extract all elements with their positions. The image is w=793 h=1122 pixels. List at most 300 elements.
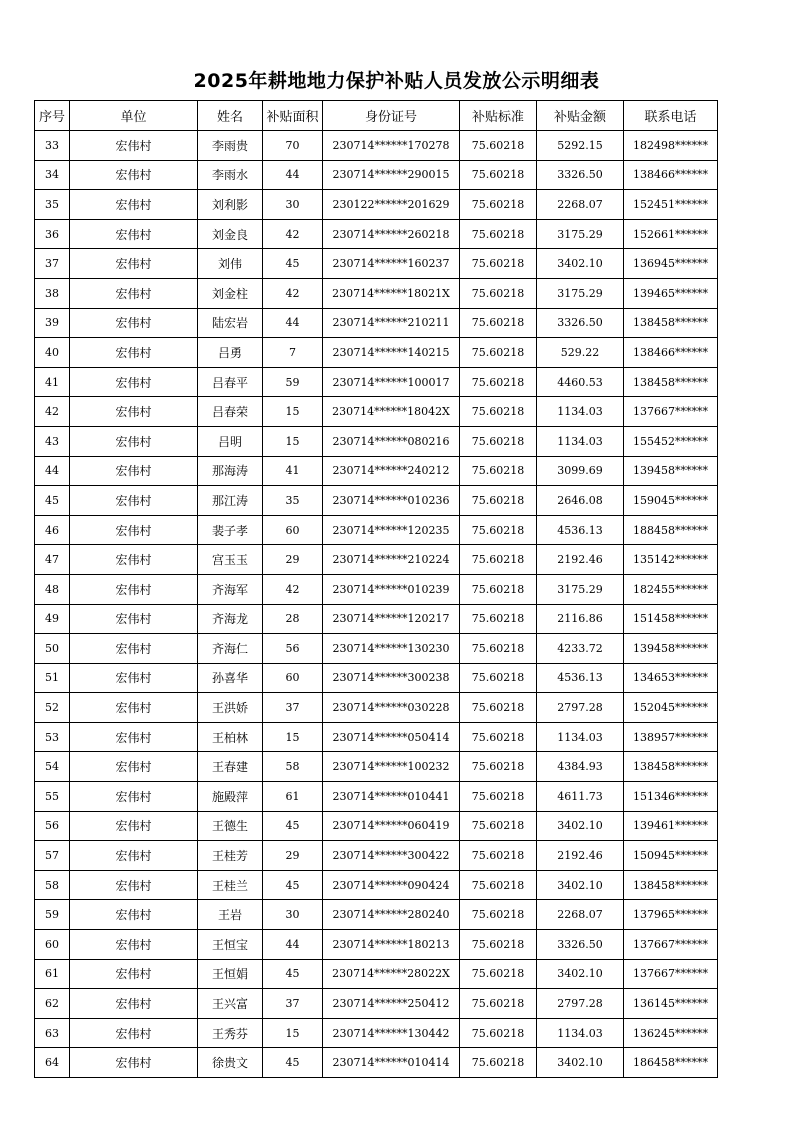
unit-cell: 宏伟村 <box>70 545 198 575</box>
seq-cell: 38 <box>35 278 70 308</box>
seq-cell: 35 <box>35 190 70 220</box>
unit-cell: 宏伟村 <box>70 278 198 308</box>
seq-cell: 42 <box>35 397 70 427</box>
area-cell: 60 <box>263 663 323 693</box>
amount-cell: 4233.72 <box>537 634 624 664</box>
amount-cell: 3402.10 <box>537 811 624 841</box>
table-row <box>35 278 718 308</box>
table-row <box>35 782 718 812</box>
unit-cell: 宏伟村 <box>70 752 198 782</box>
id-number-cell: 230714******120235 <box>323 515 460 545</box>
area-cell: 56 <box>263 634 323 664</box>
amount-cell: 529.22 <box>537 338 624 368</box>
name-cell: 王恒娟 <box>198 959 263 989</box>
area-cell: 41 <box>263 456 323 486</box>
id-number-cell: 230714******210224 <box>323 545 460 575</box>
table-row <box>35 604 718 634</box>
phone-cell: 151346****** <box>624 782 718 812</box>
phone-cell: 134653****** <box>624 663 718 693</box>
id-number-cell: 230714******28022X <box>323 959 460 989</box>
seq-cell: 47 <box>35 545 70 575</box>
table-row <box>35 811 718 841</box>
unit-cell: 宏伟村 <box>70 486 198 516</box>
amount-cell: 3326.50 <box>537 930 624 960</box>
standard-cell: 75.60218 <box>460 367 537 397</box>
phone-cell: 136945****** <box>624 249 718 279</box>
area-cell: 45 <box>263 1048 323 1078</box>
name-cell: 徐贵文 <box>198 1048 263 1078</box>
name-cell: 王洪娇 <box>198 693 263 723</box>
amount-cell: 2268.07 <box>537 900 624 930</box>
amount-cell: 2192.46 <box>537 545 624 575</box>
amount-cell: 4460.53 <box>537 367 624 397</box>
table-row <box>35 1048 718 1078</box>
unit-cell: 宏伟村 <box>70 515 198 545</box>
area-cell: 61 <box>263 782 323 812</box>
amount-cell: 3402.10 <box>537 870 624 900</box>
name-cell: 吕勇 <box>198 338 263 368</box>
amount-cell: 2268.07 <box>537 190 624 220</box>
seq-cell: 51 <box>35 663 70 693</box>
phone-cell: 138458****** <box>624 752 718 782</box>
table-row <box>35 693 718 723</box>
standard-cell: 75.60218 <box>460 930 537 960</box>
amount-cell: 3402.10 <box>537 249 624 279</box>
id-number-cell: 230714******290015 <box>323 160 460 190</box>
amount-cell: 2116.86 <box>537 604 624 634</box>
name-cell: 李雨贵 <box>198 131 263 161</box>
seq-cell: 39 <box>35 308 70 338</box>
seq-cell: 61 <box>35 959 70 989</box>
amount-cell: 2192.46 <box>537 841 624 871</box>
phone-cell: 137667****** <box>624 959 718 989</box>
seq-cell: 33 <box>35 131 70 161</box>
id-number-cell: 230714******130442 <box>323 1018 460 1048</box>
id-number-cell: 230714******260218 <box>323 219 460 249</box>
phone-cell: 188458****** <box>624 515 718 545</box>
standard-cell: 75.60218 <box>460 219 537 249</box>
amount-cell: 3099.69 <box>537 456 624 486</box>
id-number-cell: 230714******080216 <box>323 426 460 456</box>
area-cell: 30 <box>263 900 323 930</box>
standard-cell: 75.60218 <box>460 486 537 516</box>
standard-cell: 75.60218 <box>460 278 537 308</box>
phone-cell: 152451****** <box>624 190 718 220</box>
standard-cell: 75.60218 <box>460 160 537 190</box>
seq-cell: 34 <box>35 160 70 190</box>
amount-cell: 3326.50 <box>537 160 624 190</box>
header-standard: 补贴标准 <box>460 101 537 131</box>
name-cell: 齐海军 <box>198 574 263 604</box>
phone-cell: 152661****** <box>624 219 718 249</box>
area-cell: 44 <box>263 930 323 960</box>
phone-cell: 138957****** <box>624 722 718 752</box>
header-unit: 单位 <box>70 101 198 131</box>
name-cell: 王恒宝 <box>198 930 263 960</box>
seq-cell: 50 <box>35 634 70 664</box>
standard-cell: 75.60218 <box>460 989 537 1019</box>
id-number-cell: 230714******250412 <box>323 989 460 1019</box>
phone-cell: 150945****** <box>624 841 718 871</box>
table-row <box>35 900 718 930</box>
name-cell: 那江涛 <box>198 486 263 516</box>
unit-cell: 宏伟村 <box>70 338 198 368</box>
phone-cell: 137667****** <box>624 930 718 960</box>
table-row <box>35 989 718 1019</box>
table-row <box>35 545 718 575</box>
phone-cell: 139461****** <box>624 811 718 841</box>
table-row <box>35 190 718 220</box>
phone-cell: 137965****** <box>624 900 718 930</box>
amount-cell: 3402.10 <box>537 959 624 989</box>
id-number-cell: 230714******280240 <box>323 900 460 930</box>
phone-cell: 136245****** <box>624 1018 718 1048</box>
name-cell: 刘利影 <box>198 190 263 220</box>
phone-cell: 155452****** <box>624 426 718 456</box>
name-cell: 吕明 <box>198 426 263 456</box>
unit-cell: 宏伟村 <box>70 870 198 900</box>
seq-cell: 41 <box>35 367 70 397</box>
seq-cell: 59 <box>35 900 70 930</box>
phone-cell: 152045****** <box>624 693 718 723</box>
standard-cell: 75.60218 <box>460 722 537 752</box>
standard-cell: 75.60218 <box>460 338 537 368</box>
id-number-cell: 230714******100017 <box>323 367 460 397</box>
standard-cell: 75.60218 <box>460 634 537 664</box>
standard-cell: 75.60218 <box>460 1018 537 1048</box>
id-number-cell: 230714******090424 <box>323 870 460 900</box>
standard-cell: 75.60218 <box>460 249 537 279</box>
unit-cell: 宏伟村 <box>70 959 198 989</box>
unit-cell: 宏伟村 <box>70 131 198 161</box>
unit-cell: 宏伟村 <box>70 663 198 693</box>
header-amount: 补贴金额 <box>537 101 624 131</box>
id-number-cell: 230714******18042X <box>323 397 460 427</box>
unit-cell: 宏伟村 <box>70 426 198 456</box>
seq-cell: 46 <box>35 515 70 545</box>
seq-cell: 55 <box>35 782 70 812</box>
area-cell: 44 <box>263 160 323 190</box>
id-number-cell: 230714******120217 <box>323 604 460 634</box>
seq-cell: 58 <box>35 870 70 900</box>
phone-cell: 138466****** <box>624 338 718 368</box>
amount-cell: 1134.03 <box>537 1018 624 1048</box>
amount-cell: 2797.28 <box>537 989 624 1019</box>
phone-cell: 138458****** <box>624 870 718 900</box>
name-cell: 王柏林 <box>198 722 263 752</box>
standard-cell: 75.60218 <box>460 515 537 545</box>
amount-cell: 1134.03 <box>537 397 624 427</box>
id-number-cell: 230714******050414 <box>323 722 460 752</box>
area-cell: 59 <box>263 367 323 397</box>
id-number-cell: 230714******130230 <box>323 634 460 664</box>
area-cell: 29 <box>263 545 323 575</box>
amount-cell: 4536.13 <box>537 663 624 693</box>
amount-cell: 3326.50 <box>537 308 624 338</box>
area-cell: 45 <box>263 959 323 989</box>
table-row <box>35 397 718 427</box>
area-cell: 7 <box>263 338 323 368</box>
unit-cell: 宏伟村 <box>70 722 198 752</box>
unit-cell: 宏伟村 <box>70 900 198 930</box>
standard-cell: 75.60218 <box>460 456 537 486</box>
area-cell: 70 <box>263 131 323 161</box>
unit-cell: 宏伟村 <box>70 989 198 1019</box>
table-row <box>35 752 718 782</box>
table-row <box>35 338 718 368</box>
phone-cell: 159045****** <box>624 486 718 516</box>
amount-cell: 3175.29 <box>537 574 624 604</box>
phone-cell: 151458****** <box>624 604 718 634</box>
phone-cell: 137667****** <box>624 397 718 427</box>
phone-cell: 136145****** <box>624 989 718 1019</box>
area-cell: 60 <box>263 515 323 545</box>
standard-cell: 75.60218 <box>460 545 537 575</box>
area-cell: 15 <box>263 397 323 427</box>
table-row <box>35 841 718 871</box>
standard-cell: 75.60218 <box>460 870 537 900</box>
header-area: 补贴面积 <box>263 101 323 131</box>
area-cell: 45 <box>263 811 323 841</box>
name-cell: 施殿萍 <box>198 782 263 812</box>
area-cell: 37 <box>263 989 323 1019</box>
area-cell: 44 <box>263 308 323 338</box>
name-cell: 李雨水 <box>198 160 263 190</box>
table-body <box>35 131 718 1078</box>
seq-cell: 63 <box>35 1018 70 1048</box>
area-cell: 58 <box>263 752 323 782</box>
area-cell: 45 <box>263 870 323 900</box>
amount-cell: 2646.08 <box>537 486 624 516</box>
area-cell: 45 <box>263 249 323 279</box>
unit-cell: 宏伟村 <box>70 930 198 960</box>
table-row <box>35 930 718 960</box>
seq-cell: 53 <box>35 722 70 752</box>
unit-cell: 宏伟村 <box>70 574 198 604</box>
id-number-cell: 230714******010236 <box>323 486 460 516</box>
id-number-cell: 230714******210211 <box>323 308 460 338</box>
table-row <box>35 959 718 989</box>
unit-cell: 宏伟村 <box>70 367 198 397</box>
name-cell: 齐海仁 <box>198 634 263 664</box>
standard-cell: 75.60218 <box>460 693 537 723</box>
id-number-cell: 230714******010239 <box>323 574 460 604</box>
name-cell: 刘伟 <box>198 249 263 279</box>
table-row <box>35 634 718 664</box>
name-cell: 那海涛 <box>198 456 263 486</box>
name-cell: 刘金柱 <box>198 278 263 308</box>
unit-cell: 宏伟村 <box>70 219 198 249</box>
amount-cell: 4384.93 <box>537 752 624 782</box>
name-cell: 陆宏岩 <box>198 308 263 338</box>
table-row <box>35 160 718 190</box>
unit-cell: 宏伟村 <box>70 634 198 664</box>
name-cell: 王春建 <box>198 752 263 782</box>
standard-cell: 75.60218 <box>460 811 537 841</box>
seq-cell: 36 <box>35 219 70 249</box>
area-cell: 28 <box>263 604 323 634</box>
table-row <box>35 426 718 456</box>
table-row <box>35 722 718 752</box>
standard-cell: 75.60218 <box>460 426 537 456</box>
standard-cell: 75.60218 <box>460 841 537 871</box>
name-cell: 齐海龙 <box>198 604 263 634</box>
id-number-cell: 230714******030228 <box>323 693 460 723</box>
name-cell: 王桂芳 <box>198 841 263 871</box>
amount-cell: 4611.73 <box>537 782 624 812</box>
table-row <box>35 456 718 486</box>
seq-cell: 62 <box>35 989 70 1019</box>
phone-cell: 182455****** <box>624 574 718 604</box>
area-cell: 42 <box>263 574 323 604</box>
id-number-cell: 230714******060419 <box>323 811 460 841</box>
name-cell: 宫玉玉 <box>198 545 263 575</box>
amount-cell: 1134.03 <box>537 426 624 456</box>
standard-cell: 75.60218 <box>460 782 537 812</box>
unit-cell: 宏伟村 <box>70 397 198 427</box>
table-row <box>35 249 718 279</box>
standard-cell: 75.60218 <box>460 663 537 693</box>
seq-cell: 40 <box>35 338 70 368</box>
standard-cell: 75.60218 <box>460 574 537 604</box>
table-row <box>35 515 718 545</box>
name-cell: 裴子孝 <box>198 515 263 545</box>
unit-cell: 宏伟村 <box>70 308 198 338</box>
id-number-cell: 230714******140215 <box>323 338 460 368</box>
seq-cell: 43 <box>35 426 70 456</box>
id-number-cell: 230714******18021X <box>323 278 460 308</box>
page-title: 2025年耕地地力保护补贴人员发放公示明细表 <box>193 70 600 92</box>
phone-cell: 139465****** <box>624 278 718 308</box>
seq-cell: 57 <box>35 841 70 871</box>
id-number-cell: 230714******300238 <box>323 663 460 693</box>
unit-cell: 宏伟村 <box>70 604 198 634</box>
area-cell: 30 <box>263 190 323 220</box>
id-number-cell: 230714******240212 <box>323 456 460 486</box>
amount-cell: 4536.13 <box>537 515 624 545</box>
area-cell: 37 <box>263 693 323 723</box>
name-cell: 王兴富 <box>198 989 263 1019</box>
seq-cell: 54 <box>35 752 70 782</box>
seq-cell: 56 <box>35 811 70 841</box>
id-number-cell: 230714******100232 <box>323 752 460 782</box>
unit-cell: 宏伟村 <box>70 160 198 190</box>
area-cell: 15 <box>263 426 323 456</box>
table-row <box>35 367 718 397</box>
name-cell: 王德生 <box>198 811 263 841</box>
phone-cell: 138466****** <box>624 160 718 190</box>
seq-cell: 37 <box>35 249 70 279</box>
area-cell: 15 <box>263 722 323 752</box>
standard-cell: 75.60218 <box>460 959 537 989</box>
seq-cell: 64 <box>35 1048 70 1078</box>
seq-cell: 49 <box>35 604 70 634</box>
unit-cell: 宏伟村 <box>70 841 198 871</box>
table-row <box>35 574 718 604</box>
name-cell: 王桂兰 <box>198 870 263 900</box>
table-row <box>35 486 718 516</box>
amount-cell: 3175.29 <box>537 278 624 308</box>
name-cell: 王秀芬 <box>198 1018 263 1048</box>
phone-cell: 139458****** <box>624 634 718 664</box>
table-row <box>35 131 718 161</box>
amount-cell: 2797.28 <box>537 693 624 723</box>
area-cell: 15 <box>263 1018 323 1048</box>
area-cell: 29 <box>263 841 323 871</box>
name-cell: 吕春平 <box>198 367 263 397</box>
name-cell: 王岩 <box>198 900 263 930</box>
header-id-number: 身份证号 <box>323 101 460 131</box>
standard-cell: 75.60218 <box>460 900 537 930</box>
phone-cell: 139458****** <box>624 456 718 486</box>
unit-cell: 宏伟村 <box>70 811 198 841</box>
standard-cell: 75.60218 <box>460 131 537 161</box>
standard-cell: 75.60218 <box>460 752 537 782</box>
unit-cell: 宏伟村 <box>70 456 198 486</box>
table-row <box>35 1018 718 1048</box>
unit-cell: 宏伟村 <box>70 782 198 812</box>
phone-cell: 186458****** <box>624 1048 718 1078</box>
area-cell: 42 <box>263 278 323 308</box>
phone-cell: 182498****** <box>624 131 718 161</box>
table-row <box>35 219 718 249</box>
id-number-cell: 230714******010414 <box>323 1048 460 1078</box>
area-cell: 42 <box>263 219 323 249</box>
standard-cell: 75.60218 <box>460 190 537 220</box>
seq-cell: 60 <box>35 930 70 960</box>
header-name: 姓名 <box>198 101 263 131</box>
header-phone: 联系电话 <box>624 101 718 131</box>
table-header-row <box>35 101 718 131</box>
unit-cell: 宏伟村 <box>70 190 198 220</box>
subsidy-table <box>34 100 718 1078</box>
id-number-cell: 230714******170278 <box>323 131 460 161</box>
header-seq: 序号 <box>35 101 70 131</box>
name-cell: 刘金良 <box>198 219 263 249</box>
id-number-cell: 230122******201629 <box>323 190 460 220</box>
seq-cell: 48 <box>35 574 70 604</box>
seq-cell: 44 <box>35 456 70 486</box>
phone-cell: 138458****** <box>624 367 718 397</box>
standard-cell: 75.60218 <box>460 1048 537 1078</box>
unit-cell: 宏伟村 <box>70 1018 198 1048</box>
name-cell: 孙喜华 <box>198 663 263 693</box>
unit-cell: 宏伟村 <box>70 693 198 723</box>
amount-cell: 3175.29 <box>537 219 624 249</box>
seq-cell: 52 <box>35 693 70 723</box>
standard-cell: 75.60218 <box>460 397 537 427</box>
unit-cell: 宏伟村 <box>70 1048 198 1078</box>
standard-cell: 75.60218 <box>460 604 537 634</box>
id-number-cell: 230714******010441 <box>323 782 460 812</box>
phone-cell: 138458****** <box>624 308 718 338</box>
id-number-cell: 230714******160237 <box>323 249 460 279</box>
phone-cell: 135142****** <box>624 545 718 575</box>
standard-cell: 75.60218 <box>460 308 537 338</box>
name-cell: 吕春荣 <box>198 397 263 427</box>
area-cell: 35 <box>263 486 323 516</box>
amount-cell: 5292.15 <box>537 131 624 161</box>
table-row <box>35 308 718 338</box>
unit-cell: 宏伟村 <box>70 249 198 279</box>
table-row <box>35 870 718 900</box>
amount-cell: 1134.03 <box>537 722 624 752</box>
table-row <box>35 663 718 693</box>
seq-cell: 45 <box>35 486 70 516</box>
id-number-cell: 230714******180213 <box>323 930 460 960</box>
amount-cell: 3402.10 <box>537 1048 624 1078</box>
id-number-cell: 230714******300422 <box>323 841 460 871</box>
